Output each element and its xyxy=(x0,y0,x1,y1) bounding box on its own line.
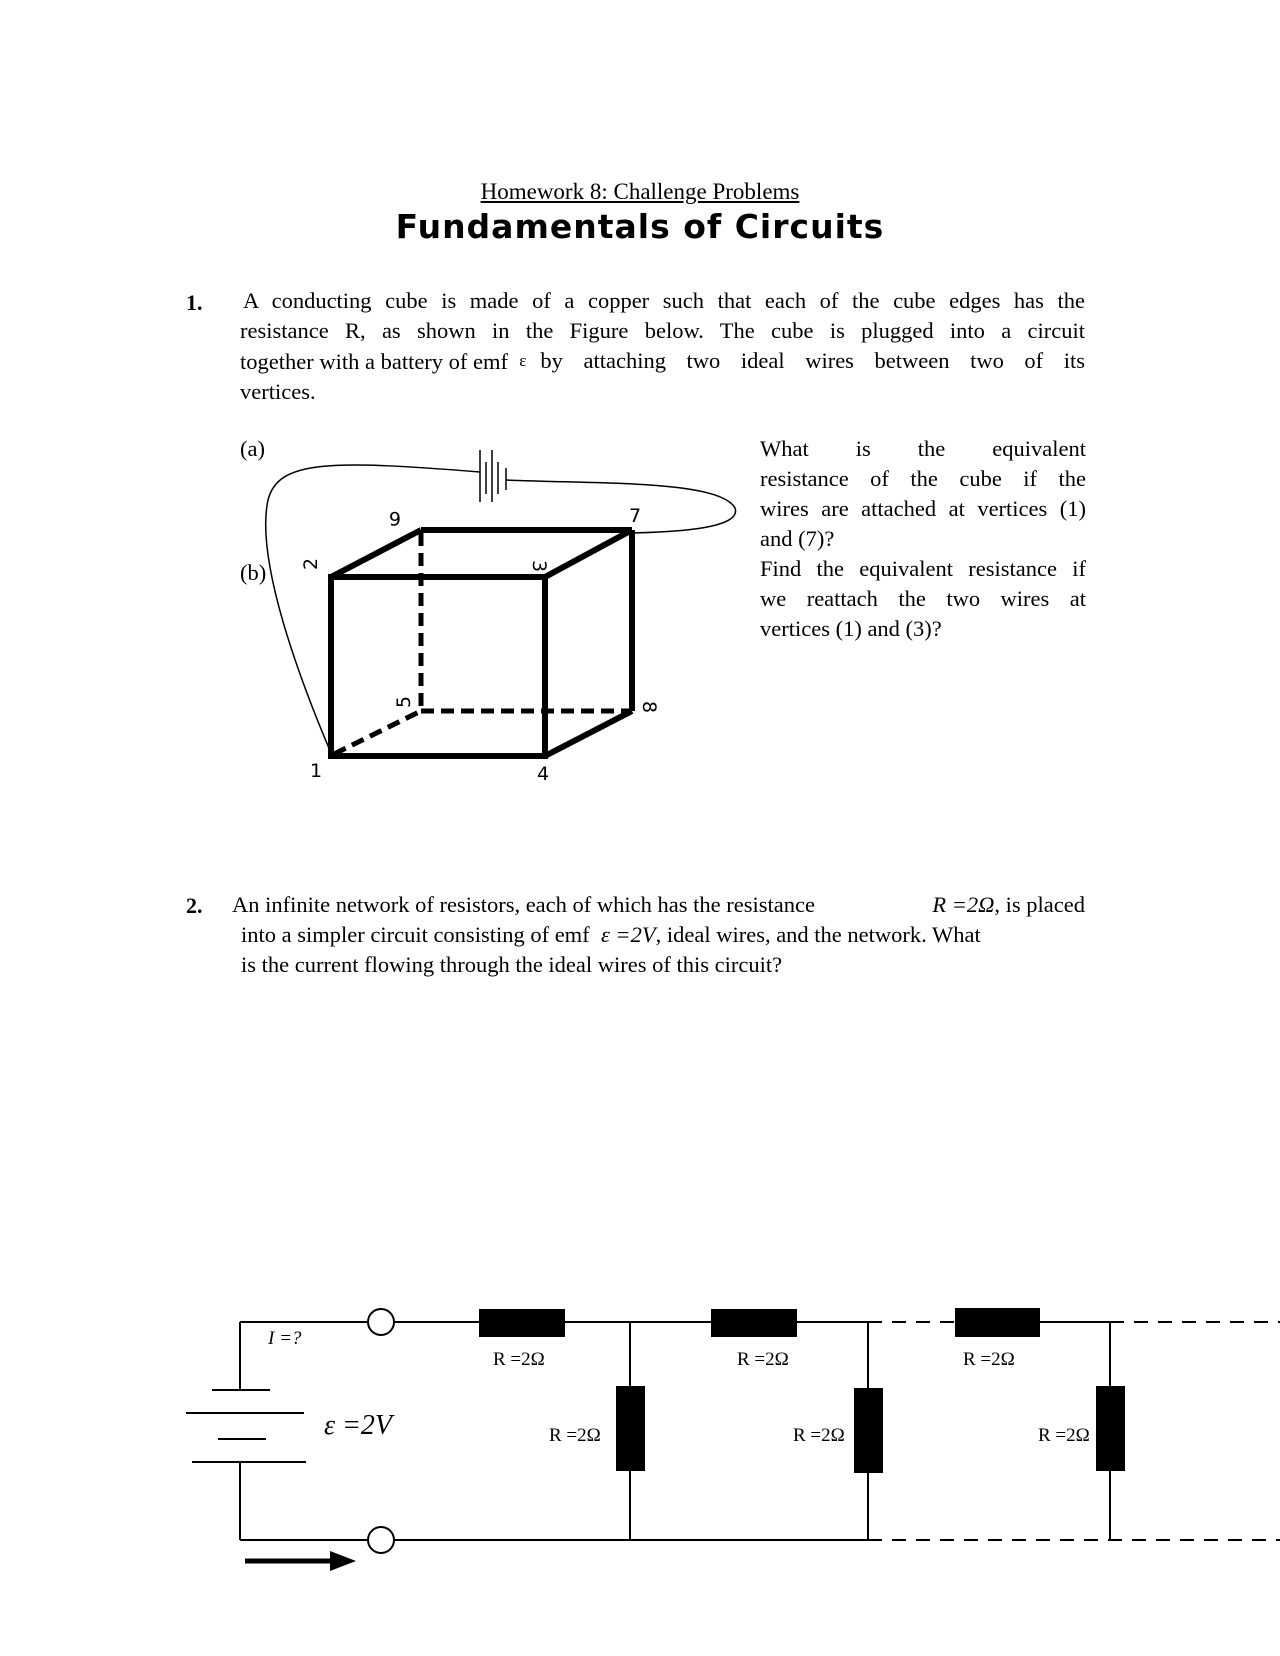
vertex-label-8: 8 xyxy=(638,701,660,714)
question-b-line-2: we reattach the two wires at xyxy=(760,586,1086,611)
resistor-series-3 xyxy=(955,1308,1040,1337)
current-label: I =? xyxy=(268,1328,302,1349)
emf-symbol: ε xyxy=(519,351,527,370)
battery-icon-2 xyxy=(186,1390,306,1462)
question-a-line-4: and (7)? xyxy=(760,526,835,551)
problem-2-line-1-post: , is placed xyxy=(994,892,1085,917)
problem-2-line-3: is the current flowing through the ideal wires of this circuit? xyxy=(241,952,783,977)
terminal-bottom xyxy=(368,1527,394,1553)
page-title: Fundamentals of Circuits xyxy=(395,207,885,246)
part-a-label: (a) xyxy=(240,436,265,461)
resistor-label-series-2: R =2Ω xyxy=(737,1349,789,1370)
resistor-shunt-2 xyxy=(854,1388,883,1473)
problem-1-line-1: A conducting cube is made of a copper such that each of the cube edges has the xyxy=(243,288,1085,313)
vertex-label-6: 6 xyxy=(388,507,401,529)
page-subtitle: Homework 8: Challenge Problems xyxy=(480,179,800,204)
problem-1-line-4: vertices. xyxy=(240,379,316,404)
resistor-label-shunt-2: R =2Ω xyxy=(793,1425,845,1446)
resistor-label-series-3: R =2Ω xyxy=(963,1349,1015,1370)
terminal-top xyxy=(368,1309,394,1335)
question-a-line-1: What is the equivalent xyxy=(760,436,1086,461)
problem-2-line-2-pre: into a simpler circuit consisting of emf xyxy=(241,922,590,947)
question-b-line-3: vertices (1) and (3)? xyxy=(760,616,942,641)
resistor-series-1 xyxy=(479,1309,565,1337)
question-a-line-3: wires are attached at vertices (1) xyxy=(760,496,1086,521)
problem-1-line-3b: by attaching two ideal wires between two of its xyxy=(540,348,1085,373)
problem-2-line-2-math: ε =2V xyxy=(600,922,656,947)
problem-2-line-1-math: R =2Ω xyxy=(932,892,995,917)
problem-2-line-1-pre: An infinite network of resistors, each of which has the resistance xyxy=(232,892,815,917)
question-a-line-2: resistance of the cube if the xyxy=(760,466,1086,491)
vertex-label-7: 7 xyxy=(629,505,642,527)
resistor-shunt-3 xyxy=(1096,1386,1125,1471)
resistor-label-shunt-3: R =2Ω xyxy=(1038,1425,1090,1446)
vertex-label-4: 4 xyxy=(537,763,550,785)
part-b-label: (b) xyxy=(240,560,267,585)
resistor-label-shunt-1: R =2Ω xyxy=(549,1425,601,1446)
resistor-label-series-1: R =2Ω xyxy=(493,1349,545,1370)
problem-1-line-2: resistance R, as shown in the Figure below. The cube is plugged into a circuit xyxy=(240,318,1085,343)
problem-1-line-3a: together with a battery of emf xyxy=(240,349,509,374)
problem-2-line-2-post: , ideal wires, and the network. What xyxy=(655,922,981,947)
vertex-label-1: 1 xyxy=(310,760,323,782)
vertex-label-3: 3 xyxy=(528,560,550,573)
vertex-label-2: 2 xyxy=(300,557,322,570)
problem-1-number: 1. xyxy=(186,290,203,315)
question-b-line-1: Find the equivalent resistance if xyxy=(760,556,1086,581)
vertex-label-5: 5 xyxy=(393,695,415,708)
resistor-series-2 xyxy=(711,1309,797,1337)
resistor-shunt-1 xyxy=(616,1386,645,1471)
problem-2-number: 2. xyxy=(186,893,203,918)
emf-label: ε =2V xyxy=(324,1410,393,1441)
current-arrow-icon xyxy=(330,1551,356,1571)
